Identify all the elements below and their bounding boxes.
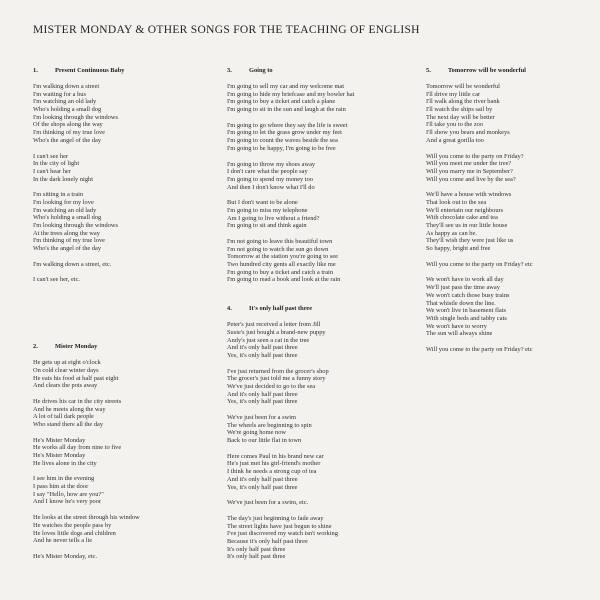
lyric-line: I'm not going to leave this beautiful town [227, 238, 333, 245]
lyric-line: Will you come and live by the sea? [426, 175, 516, 183]
page-title: MISTER MONDAY & OTHER SONGS FOR THE TEACHING OF ENGLISH [33, 24, 420, 36]
lyric-line: Here comes Paul in his brand new car [227, 452, 324, 460]
song-title: Going to [249, 67, 273, 74]
stanza [33, 276, 223, 284]
lyric-line: Susie's just bought a brand-new puppy [227, 328, 326, 336]
stanza [426, 261, 600, 269]
lyric-line: Peter's just received a letter from Jill [227, 321, 321, 329]
song-lyrics [33, 83, 223, 284]
lyric-line: It's only half past three [227, 545, 286, 553]
song-number: 2. [33, 343, 38, 351]
song-title: Present Continuous Baby [55, 67, 125, 74]
lyric-line: With chocolate cake and tea [426, 214, 498, 222]
lyric-line: I'll walk along the river bank [426, 98, 500, 106]
lyric-line: I can't see her [33, 152, 69, 160]
lyric-line: I'm not going to watch the sun go down [227, 245, 329, 253]
lyric-line: I don't care what the people say [227, 168, 308, 176]
lyric-line: That look out to the sea [426, 198, 487, 206]
lyric-line: Because it's only half past three [227, 537, 308, 545]
lyric-line: I'm going to throw my shoes away [227, 160, 316, 168]
lyric-line: And he never tells a lie [33, 537, 93, 545]
stanza [227, 238, 417, 284]
lyric-line: I pass him at the door [33, 483, 89, 491]
lyric-line: And it's only half past three [227, 390, 298, 398]
song-heading [33, 342, 223, 351]
lyric-line: And it's only half past three [227, 344, 298, 352]
song-heading [227, 66, 417, 75]
lyric-line: They'll wish they were just like us [426, 237, 514, 245]
lyric-line: And then I don't know what I'll do [227, 183, 315, 191]
lyric-line: We've just decided to go to the sea [227, 382, 316, 390]
lyric-line: I'll drive my little car [426, 90, 481, 98]
lyric-line: He eats his food at half past eight [33, 374, 119, 382]
stanza [33, 437, 223, 468]
song-mister-monday [33, 342, 223, 560]
lyric-line: We'll just pass the time away [426, 284, 500, 292]
song-lyrics [227, 321, 417, 561]
stanza [426, 276, 600, 338]
lyric-line: A lot of tall dark people [33, 413, 94, 421]
stanza [33, 475, 223, 506]
lyric-line: Who's holding a small dog [33, 214, 102, 222]
lyric-line: We're going home now [227, 429, 287, 437]
lyric-line: I'm going to go where they say the life is sweet [227, 121, 348, 129]
lyric-line: And clears the pots away [33, 382, 98, 390]
lyric-line: In the city of light [33, 160, 80, 168]
lyric-line: We won't have to worry [426, 322, 487, 330]
lyric-line: I see him in the evening [33, 475, 95, 483]
lyric-line: I can't see her, etc. [33, 276, 81, 284]
stanza [227, 321, 417, 359]
song-going-to [227, 66, 417, 284]
lyric-line: In the dark lonely night [33, 175, 93, 183]
lyric-line: Will you come to the party on Friday? etc [426, 260, 533, 268]
column-1 [33, 66, 223, 561]
lyric-line: I'm sitting in a train [33, 191, 84, 199]
lyric-line: I'm going to miss my telephone [227, 206, 308, 214]
song-number: 3. [227, 67, 232, 74]
lyric-line: At the trees along the way [33, 229, 100, 237]
lyric-line: Will you meet me under the tree? [426, 160, 512, 168]
lyric-line: He's Mister Monday [33, 436, 86, 444]
lyric-line: I'm going to count the waves beside the sea [227, 137, 338, 145]
lyric-line: I'm waiting for a bus [33, 90, 86, 98]
lyric-line: We won't have to work all day [426, 276, 504, 284]
lyric-line: We'll entertain our neighbours [426, 206, 504, 214]
stanza [33, 153, 223, 184]
lyric-line: Yes, it's only half past three [227, 483, 298, 491]
lyric-line: I'll take you to the zoo [426, 121, 484, 129]
lyric-line: The day's just beginning to fade away [227, 514, 324, 522]
stanza [426, 153, 600, 184]
lyric-line: I think he needs a strong cup of tea [227, 468, 317, 476]
lyric-line: As happy as can be. [426, 229, 477, 237]
lyric-line: Am I going to live without a friend? [227, 214, 320, 222]
song-heading [426, 66, 600, 75]
lyric-line: I'm looking through the windows [33, 113, 118, 121]
lyric-line: Back to our little flat in town [227, 437, 302, 445]
lyric-line: Will you come to the party on Friday? [426, 152, 524, 160]
lyric-line: I'm going to let the grass grow under my feet [227, 129, 342, 137]
song-its-only-half-past-three [227, 304, 417, 561]
lyric-line: The grocer's just told me a funny story [227, 375, 326, 383]
lyric-line: I'm going to spend my money too [227, 175, 313, 183]
lyric-line: Who's holding a small dog [33, 106, 102, 114]
lyric-line: Tomorrow will be wonderful [426, 83, 500, 90]
lyric-line: The wheels are beginning to spin [227, 421, 312, 429]
lyric-line: He works all day from nine to five [33, 444, 122, 452]
song-lyrics [426, 83, 600, 354]
lyric-line: I can't hear her [33, 167, 71, 175]
lyric-line: He lives alone in the city [33, 459, 97, 467]
stanza [227, 83, 417, 114]
stanza [426, 83, 600, 145]
stanza [33, 191, 223, 253]
lyric-line: I'm going to read a book and look at the rain [227, 276, 341, 284]
song-heading [227, 304, 417, 313]
lyric-line: And he meets along the way [33, 405, 106, 413]
stanza [426, 191, 600, 253]
lyric-line: They'll see us in our little house [426, 222, 508, 229]
song-lyrics [33, 359, 223, 560]
lyric-line: So happy, bright and free [426, 245, 491, 253]
stanza [227, 368, 417, 406]
lyric-line: I'm going to buy a ticket and catch a plane [227, 98, 336, 106]
lyric-line: I'm thinking of my true love [33, 129, 105, 137]
stanza [426, 346, 600, 354]
lyric-line: He's just met his girl-friend's mother [227, 460, 321, 468]
stanza [227, 161, 417, 192]
stanza [33, 553, 223, 561]
lyric-line: And I know he's very poor [33, 498, 102, 506]
lyric-line: Yes, it's only half past three [227, 398, 298, 406]
lyric-line: He loves little dogs and children [33, 529, 116, 537]
lyric-line: The sun will always shine [426, 330, 493, 338]
lyric-line: Andy's just seen a cat in the tree [227, 336, 310, 344]
lyric-line: I'm watching an old lady [33, 98, 97, 106]
stanza [227, 515, 417, 561]
stanza [33, 83, 223, 145]
song-number: 5. [426, 67, 431, 74]
lyric-line: I'm going to sit and think again [227, 222, 307, 230]
lyric-line: I'll show you bears and monkeys [426, 129, 510, 137]
song-number: 1. [33, 67, 38, 74]
lyric-line: I'm thinking of my true love [33, 237, 105, 245]
lyric-line: Will you come to the party on Friday? etc [426, 345, 533, 353]
stanza [227, 122, 417, 153]
lyric-line: I'm going to buy a ticket and catch a train [227, 268, 334, 276]
lyric-line: Of the shops along the way [33, 121, 103, 129]
lyric-line: I'm watching an old lady [33, 206, 97, 214]
lyric-line: I'm walking down a street [33, 83, 100, 90]
lyric-line: I say "Hello, how are you?" [33, 490, 104, 498]
lyric-line: He looks at the street through his window [33, 514, 140, 522]
lyric-line: The street lights have just begun to shine [227, 522, 332, 530]
lyric-line: Yes, it's only half past three [227, 351, 298, 359]
stanza [33, 359, 223, 390]
song-present-continuous-baby [33, 66, 223, 284]
lyric-line: He's Mister Monday [33, 452, 86, 459]
stanza [227, 414, 417, 445]
lyric-line: We'll have a house with windows [426, 191, 512, 199]
lyric-line: With single beds and tabby cats [426, 314, 507, 322]
stanza [227, 499, 417, 507]
lyric-line: It's only half past three [227, 553, 286, 561]
lyric-line: Two hundred city gents all exactly like me [227, 261, 336, 269]
stanza [33, 514, 223, 545]
lyric-line: I've just returned from the grocer's shop [227, 367, 329, 375]
lyric-line: I'm walking down a street, etc. [33, 260, 112, 268]
lyric-line: Who's the angel of the day [33, 245, 102, 253]
song-heading [33, 66, 223, 75]
lyric-line: I'll watch the ships sail by [426, 106, 493, 114]
song-title: It's only half past three [249, 305, 313, 313]
song-title: Mister Monday [55, 343, 98, 351]
lyric-line: He's Mister Monday, etc. [33, 552, 98, 560]
lyric-line: That whistle down the line. [426, 299, 496, 307]
lyric-line: We've just been for a swim, etc. [227, 499, 309, 507]
song-title: Tomorrow will be wonderful [448, 67, 526, 74]
lyric-line: I'm going to sell my car and my welcome mat [227, 83, 345, 90]
lyric-line: And it's only half past three [227, 475, 298, 483]
lyric-line: We won't live in basement flats [426, 307, 506, 315]
lyric-line: I'm going to be happy, I'm going to be free [227, 144, 336, 152]
column-2 [227, 66, 417, 561]
lyric-line: Will you marry me in September? [426, 167, 513, 175]
song-lyrics [227, 83, 417, 284]
column-3 [426, 66, 600, 354]
lyric-line: But I don't want to be alone [227, 199, 298, 207]
stanza [227, 453, 417, 491]
stanza [227, 199, 417, 230]
lyric-line: Who's the angel of the day [33, 136, 102, 144]
lyric-line: I've just discovered my watch isn't working [227, 530, 338, 538]
lyric-line: I'm going to hide my briefcase and my bowler hat [227, 90, 355, 98]
stanza [33, 261, 223, 269]
stanza [33, 398, 223, 429]
lyric-line: On cold clear winter days [33, 366, 99, 374]
lyric-line: I'm looking through the windows [33, 222, 118, 229]
lyric-line: He watches the people pass by [33, 521, 112, 529]
lyric-line: He gets up at eight o'clock [33, 359, 101, 367]
lyric-line: I'm looking for my love [33, 198, 94, 206]
lyric-line: We won't catch those busy trains [426, 291, 510, 299]
lyric-line: Tomorrow at the station you're going to see [227, 253, 338, 261]
lyric-line: And a great gorilla too [426, 136, 484, 144]
song-tomorrow-will-be-wonderful [426, 66, 600, 354]
lyric-line: We've just been for a swim [227, 414, 296, 421]
lyric-line: He drives his car in the city streets [33, 397, 122, 405]
lyric-line: The next day will be better [426, 113, 495, 121]
lyric-line: Who stand there all the day [33, 420, 104, 428]
song-number: 4. [227, 305, 232, 313]
lyric-line: I'm going to sit in the sun and laugh at the rain [227, 106, 346, 114]
